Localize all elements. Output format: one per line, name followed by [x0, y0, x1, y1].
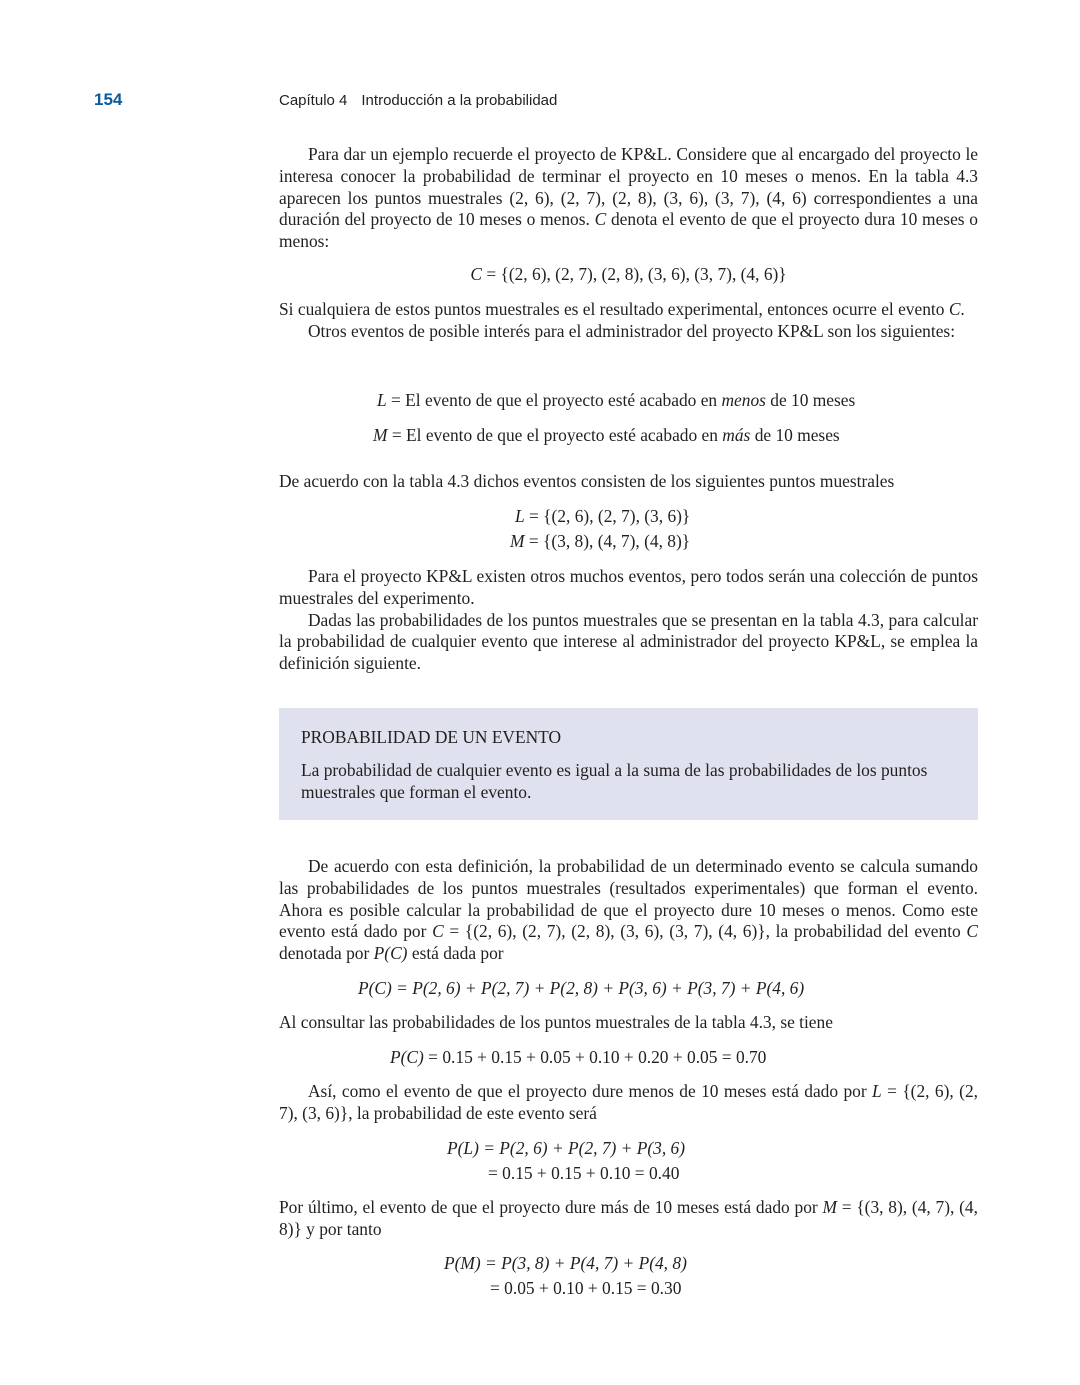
equation-pc-value	[390, 1047, 766, 1068]
paragraph-7-mid: denotada por	[279, 943, 370, 964]
paragraph-7-tail: está dada por	[411, 943, 504, 964]
paragraph-5	[279, 566, 978, 675]
chapter-title: Introducción a la probabilidad	[361, 92, 558, 109]
definition-m-emphasis: más	[722, 425, 751, 445]
definition-l-text: = El evento de que el proyecto esté acabado en	[391, 390, 718, 410]
equation-c-rhs: = {(2, 6), (2, 7), (2, 8), (3, 6), (3, 7), (4, 6)}	[486, 264, 787, 284]
set-m	[510, 531, 690, 552]
equation-pl-expansion: P(L) = P(2, 6) + P(2, 7) + P(3, 6)	[447, 1138, 686, 1158]
paragraph-10	[279, 1197, 978, 1241]
equation-pc-rhs: = 0.15 + 0.15 + 0.05 + 0.10 + 0.20 + 0.05 = 0.70	[428, 1047, 767, 1067]
equation-pm-value: = 0.05 + 0.10 + 0.15 = 0.30	[490, 1278, 682, 1298]
equation-pm-expansion: P(M) = P(3, 8) + P(4, 7) + P(4, 8)	[444, 1253, 687, 1273]
definition-box-title: PROBABILIDAD DE UN EVENTO	[301, 727, 562, 747]
symbol-pc: P(C)	[373, 943, 408, 964]
equation-c	[279, 264, 978, 285]
paragraph-1-tail: denota el evento de que el proyecto dura 10 meses o menos:	[279, 209, 978, 252]
paragraph-4	[279, 471, 978, 493]
paragraph-8	[279, 1012, 978, 1034]
symbol-l: L	[872, 1081, 882, 1101]
paragraph-3: Otros eventos de posible interés para el administrador del proyecto KP&L son los siguientes:	[308, 320, 956, 341]
set-l-rhs: = {(2, 6), (2, 7), (3, 6)}	[529, 506, 691, 526]
paragraph-4-text: De acuerdo con la tabla 4.3 dichos eventos consisten de los siguientes puntos muestrales	[279, 471, 895, 491]
page-number: 154	[94, 90, 123, 109]
paragraph-10-tail: = {(3, 8), (4, 7), (4, 8)} y por tanto	[279, 1197, 978, 1239]
definition-box	[279, 708, 978, 820]
definition-m	[373, 425, 840, 446]
paragraph-6-text: Dadas las probabilidades de los puntos muestrales que se presentan en la tabla 4.3, para calcular la probabilidad de cualquier evento que interese al administrador del proyecto KP&L, se emplea la definición siguiente.	[279, 609, 978, 674]
paragraph-2: Si cualquiera de estos puntos muestrales es el resultado experimental, entonces ocurre el evento C. Otros eventos de posible interés para el administrador del proyecto KP&L son los siguientes:	[279, 299, 978, 343]
definition-l	[377, 390, 855, 411]
paragraph-5-text: Para el proyecto KP&L existen otros muchos eventos, pero todos serán una colección de puntos muestrales del experimento.	[279, 566, 978, 608]
equation-pl-value: = 0.15 + 0.15 + 0.10 = 0.40	[488, 1163, 680, 1183]
symbol-m: M	[822, 1197, 837, 1217]
symbol-l: L	[377, 390, 387, 410]
definition-m-text: = El evento de que el proyecto esté acabado en	[391, 425, 718, 445]
paragraph-8-text: Al consultar las probabilidades de los puntos muestrales de la tabla 4.3, se tiene	[279, 1012, 833, 1032]
paragraph-7	[279, 856, 978, 965]
equation-pc-lhs: P(C)	[390, 1047, 424, 1067]
definition-box-body: La probabilidad de cualquier evento es igual a la suma de las probabilidades de los puntos muestrales que forman el evento.	[301, 760, 928, 802]
paragraph-9	[279, 1081, 978, 1125]
paragraph-1-text: Para dar un ejemplo recuerde el proyecto de KP&L. Considere que al encargado del proyecto le interesa conocer la probabilidad de terminar el proyecto en 10 meses o menos. En la tabla 4.3 aparecen los puntos muestrales (2, 6), (2, 7), (2, 8), (3, 6), (3, 7), (4, 6) correspondientes a una duración del proyecto de 10 meses o menos.	[279, 144, 978, 230]
symbol-c: C	[966, 921, 979, 942]
symbol-c: C	[432, 921, 444, 942]
symbol-m: M	[510, 531, 525, 551]
paragraph-10-text: Por último, el evento de que el proyecto dure más de 10 meses está dado por	[279, 1197, 818, 1217]
running-head	[279, 92, 557, 109]
definition-l-tail: de 10 meses	[770, 390, 856, 410]
symbol-l: L	[515, 506, 525, 526]
set-m-rhs: = {(3, 8), (4, 7), (4, 8)}	[528, 531, 691, 551]
paragraph-2-text: Si cualquiera de estos puntos muestrales es el resultado experimental, entonces ocurre el evento	[279, 299, 945, 319]
equation-c-lhs: C	[470, 264, 482, 284]
paragraph-1	[279, 144, 978, 253]
symbol-c: C	[594, 209, 607, 230]
paragraph-9-tail: = {(2, 6), (2, 7), (3, 6)}, la probabilidad de este evento será	[279, 1081, 978, 1123]
symbol-c: C	[948, 299, 961, 319]
chapter-label: Capítulo 4	[279, 92, 348, 109]
definition-m-tail: de 10 meses	[754, 425, 840, 445]
paragraph-7-set: = {(2, 6), (2, 7), (2, 8), (3, 6), (3, 7), (4, 6)}, la probabilidad del evento	[449, 921, 961, 942]
equation-pc-expansion: P(C) = P(2, 6) + P(2, 7) + P(2, 8) + P(3, 6) + P(3, 7) + P(4, 6)	[358, 978, 805, 998]
definition-l-emphasis: menos	[721, 390, 766, 410]
set-l	[515, 506, 690, 527]
paragraph-7-text: De acuerdo con esta definición, la probabilidad de un determinado evento se calcula sumando las probabilidades de los puntos muestrales (resultados experimentales) que forman el evento. Ahora es posible calcular la probabilidad de que el proyecto dure 10 meses o menos. Como este evento está dado por	[279, 856, 978, 942]
paragraph-9-text: Así, como el evento de que el proyecto dure menos de 10 meses está dado por	[308, 1081, 867, 1101]
symbol-m: M	[373, 425, 388, 445]
